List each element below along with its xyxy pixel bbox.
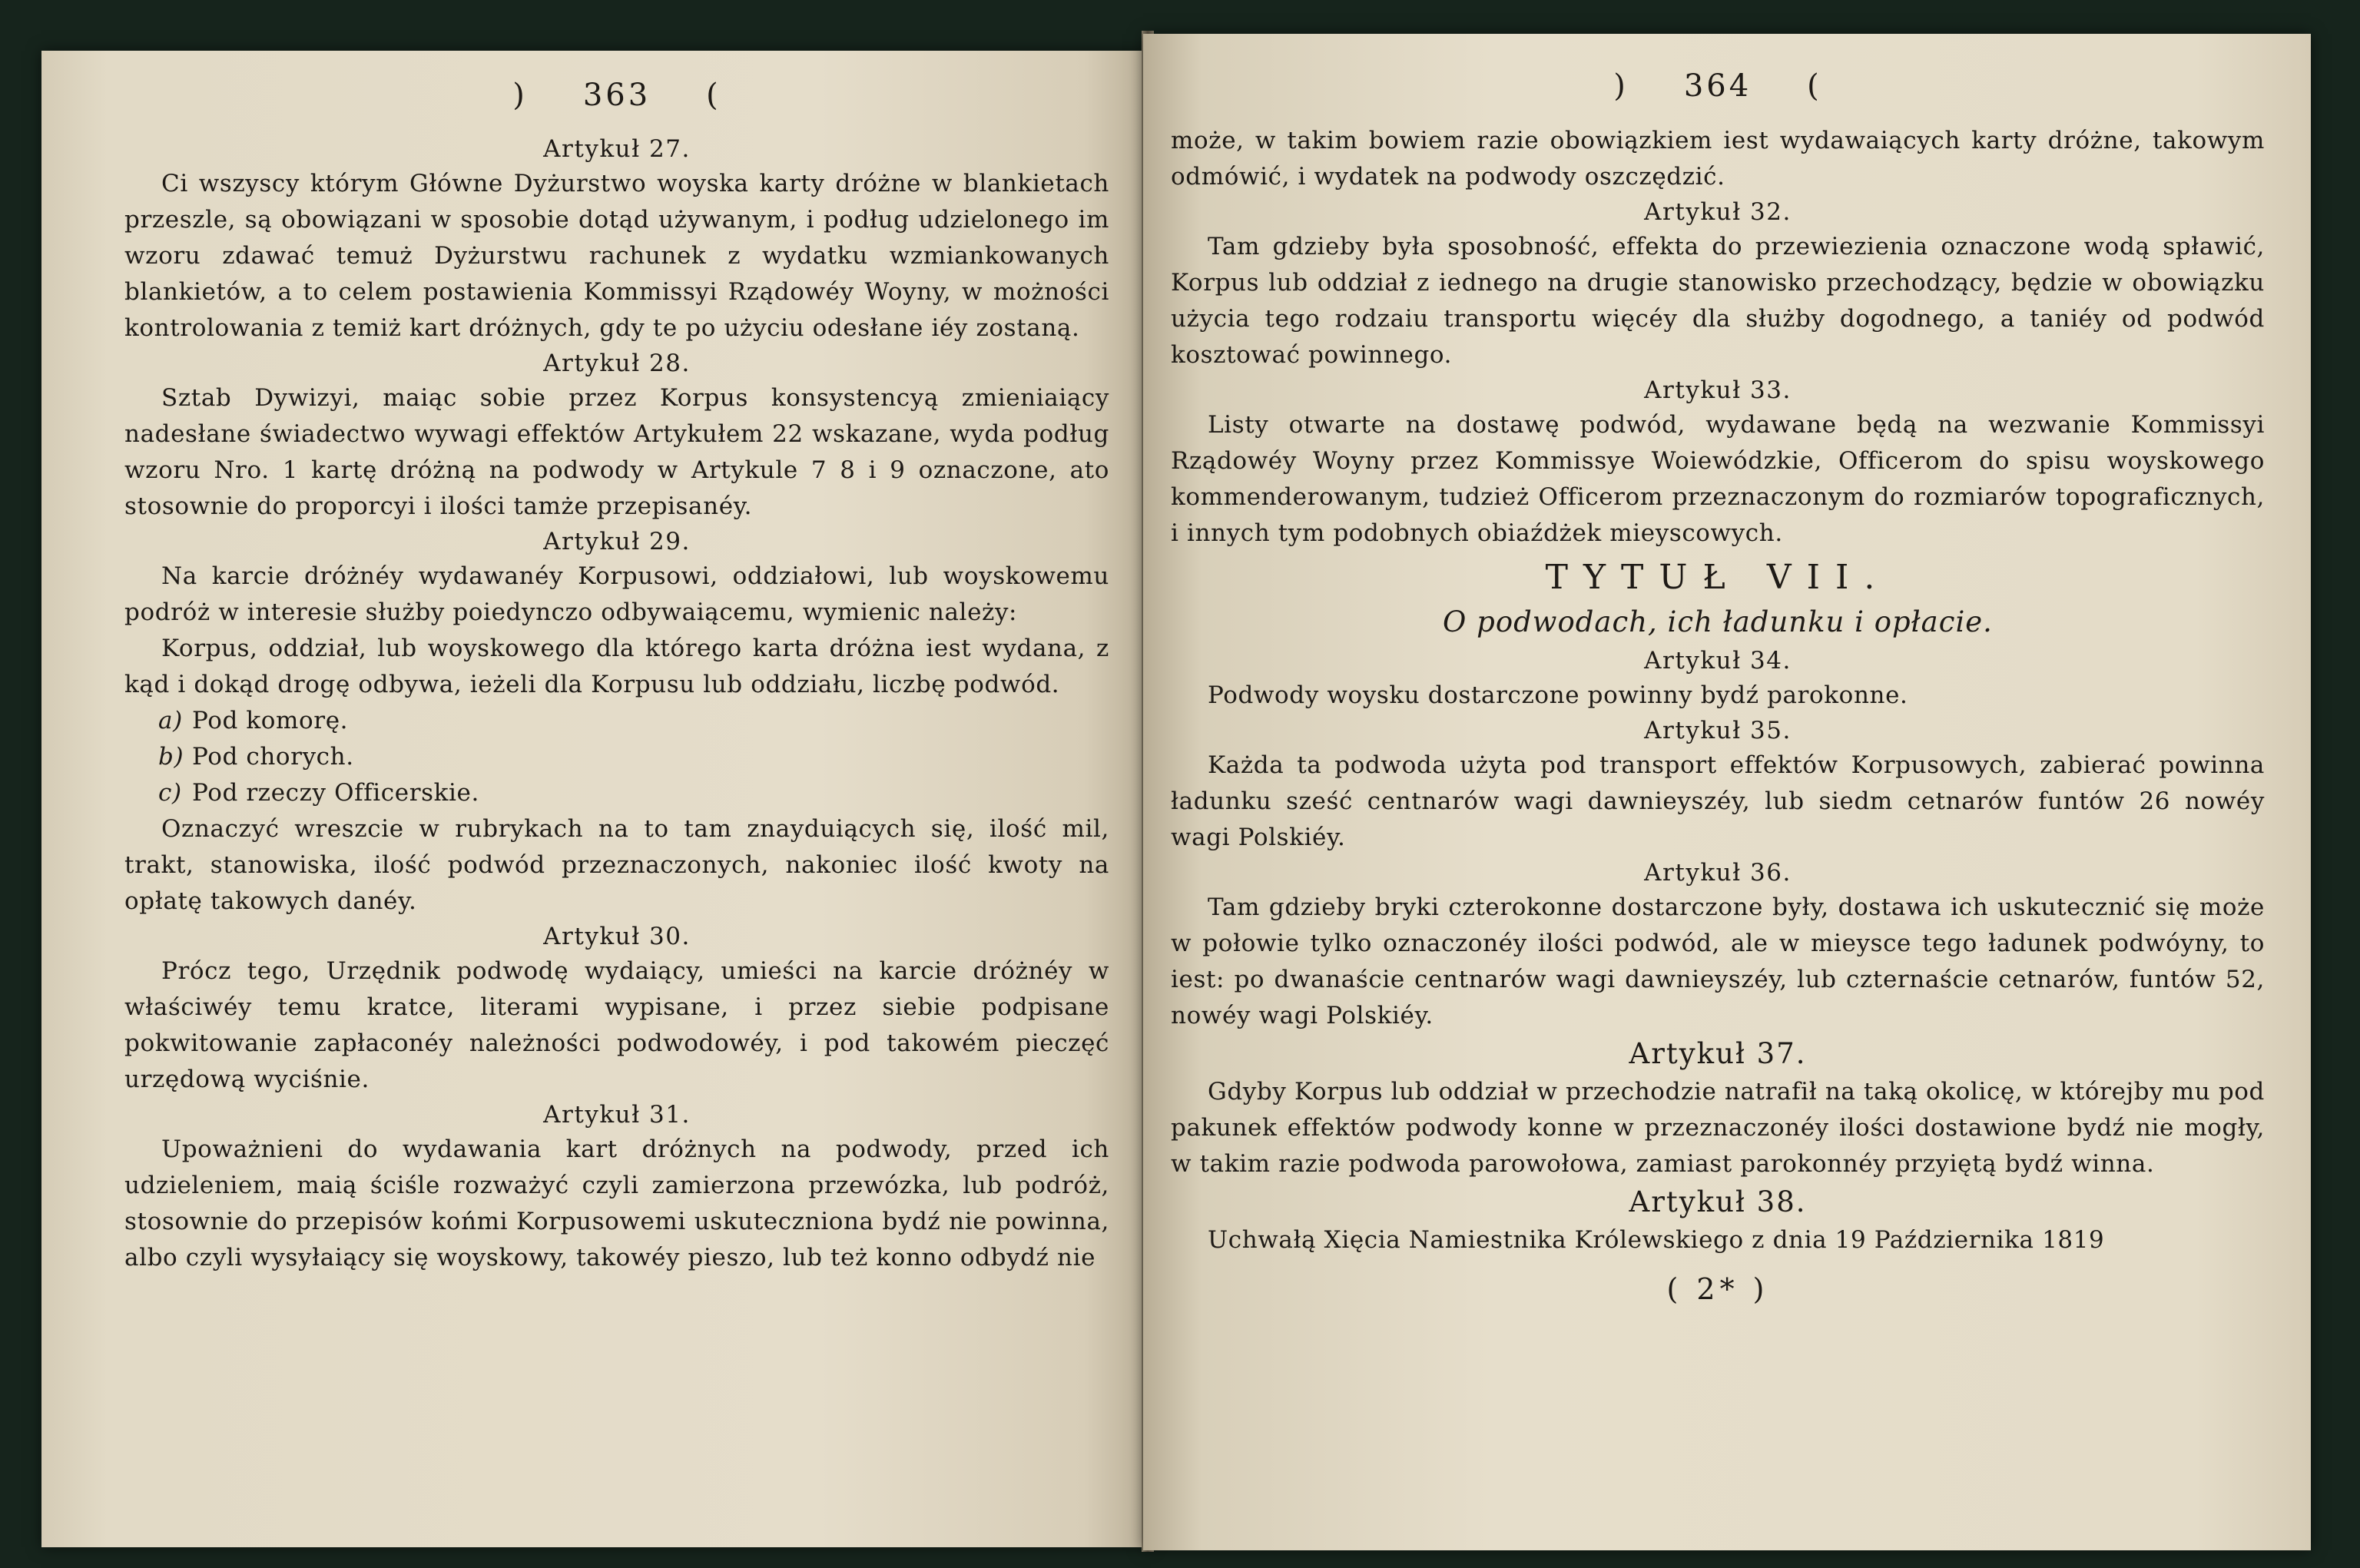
article-heading: Artykuł 34. xyxy=(1644,647,1792,675)
paragraph: Uchwałą Xięcia Namiestnika Królewskiego z dnia 19 Października 1819 xyxy=(1208,1226,2105,1254)
paragraph: Tam gdzieby bryki czterokonne dostarczone były, dostawa ich uskutecznić się może w połowie tylko oznaczonéy ilości podwód, ale w mieysce tego ładunek podwóyny, to iest: po dwanaście centnarów wagi dawnieyszéy, lub czternaście cetnarów, funtów 52, nowéy wagi Polskiéy. xyxy=(1171,893,2265,1029)
list-item-text: Pod chorych. xyxy=(192,743,354,771)
article-heading: Artykuł 28. xyxy=(543,350,691,377)
page-number-363: 363 xyxy=(582,78,651,113)
article-heading: Artykuł 33. xyxy=(1644,376,1792,404)
article-heading: Artykuł 31. xyxy=(543,1101,691,1129)
article-heading: Artykuł 38. xyxy=(1629,1185,1807,1218)
list-item-marker: b) xyxy=(158,743,184,771)
paragraph: Ci wszyscy którym Główne Dyżurstwo woyska karty dróżne w blankietach przeszle, są obowiązani w sposobie dotąd używanym, i podług udzielonego im wzoru zdawać temuż Dyżurstwu rachunek z wydatku wzmiankowanych blankietów, a to celem postawienia Kommissyi Rządowéy Woyny, w możności kontrolowania z temiż kart dróżnych, gdy te po użyciu odesłane iéy zostaną. xyxy=(124,170,1109,342)
paragraph: może, w takim bowiem razie obowiązkiem iest wydawaiących karty dróżne, takowym odmówić, i wydatek na podwody oszczędzić. xyxy=(1171,127,2265,191)
paragraph: Tam gdzieby była sposobność, effekta do przewiezienia oznaczone wodą spławić, Korpus lub oddział z iednego na drugie stanowisko przechodzący, będzie w obowiązku użycia tego rodzaiu transportu więcéy dla służby dogodnego, a taniéy od podwód kosztować powinnego. xyxy=(1171,233,2265,369)
list-item-marker: c) xyxy=(158,779,182,807)
paragraph: Upoważnieni do wydawania kart dróżnych na podwody, przed ich udzieleniem, maią ściśle rozważyć czyli zamierzona przewózka, lub podróż, stosownie do przepisów końmi Korpusowemi uskuteczniona bydź nie powinna, albo czyli wysyłaiący się woyskowy, takowéy pieszo, lub też konno odbydź nie xyxy=(124,1135,1109,1271)
paragraph: Każda ta podwoda użyta pod transport effektów Korpusowych, zabierać powinna ładunku sześć centnarów wagi dawnieyszéy, lub siedm cetnarów funtów 26 nowéy wagi Polskiéy. xyxy=(1171,751,2265,851)
list-item xyxy=(158,703,1109,739)
paragraph: Gdyby Korpus lub oddział w przechodzie natrafił na taką okolicę, w którejby mu pod pakunek effektów podwody konne w przeznaczonéy ilości dostawione bydź nie mogły, w takim razie podwoda parowołowa, zamiast parokonnéy przyiętą bydź winna. xyxy=(1171,1078,2265,1178)
right-page-body xyxy=(1171,123,2265,1312)
paragraph: Korpus, oddział, lub woyskowego dla którego karta dróżna iest wydana, z kąd i dokąd drogę odbywa, ieżeli dla Korpusu lub oddziału, liczbę podwód. xyxy=(124,635,1109,698)
list-item xyxy=(158,739,1109,775)
paragraph: Podwody woysku dostarczone powinny bydź parokonne. xyxy=(1208,681,1908,709)
article-heading: Artykuł 30. xyxy=(543,923,691,950)
paragraph: Oznaczyć wreszcie w rubrykach na to tam znayduiących się, ilość mil, trakt, stanowiska, ilość podwód przeznaczonych, nakoniec ilość kwoty na opłatę takowych danéy. xyxy=(124,815,1109,915)
article-heading: Artykuł 29. xyxy=(543,528,691,555)
signature-mark: ( 2* ) xyxy=(1666,1272,1769,1306)
left-page-body xyxy=(124,132,1109,1276)
list-item-text: Pod rzeczy Officerskie. xyxy=(192,779,479,807)
page-number-364: 364 xyxy=(1683,68,1752,104)
section-title: TYTUŁ VII. xyxy=(1545,558,1891,597)
list-item-marker: a) xyxy=(158,707,183,734)
list-item xyxy=(158,775,1109,811)
paragraph: Sztab Dywizyi, maiąc sobie przez Korpus konsystencyą zmieniaiący nadesłane świadectwo wywagi effektów Artykułem 22 wskazane, wyda podług wzoru Nro. 1 kartę dróżną na podwody w Artykule 7 8 i 9 oznaczone, ato stosownie do proporcyi i ilości tamże przepisanéy. xyxy=(124,384,1109,520)
article-heading: Artykuł 35. xyxy=(1644,717,1792,744)
article-heading: Artykuł 32. xyxy=(1644,198,1792,226)
article-heading: Artykuł 36. xyxy=(1644,859,1792,887)
paragraph: Prócz tego, Urzędnik podwodę wydaiący, umieści na karcie dróżnéy w właściwéy temu kratce, literami wypisane, i przez siebie podpisane pokwitowanie zapłaconéy należności podwodowéy, i pod takowém pieczęć urzędową wyciśnie. xyxy=(124,957,1109,1093)
left-page xyxy=(41,51,1151,1547)
section-subtitle: O podwodach, ich ładunku i opłacie. xyxy=(1443,605,1993,638)
right-page-number: ) 364 ( xyxy=(1613,68,1822,104)
right-page xyxy=(1143,34,2311,1550)
paragraph: Na karcie dróżnéy wydawanéy Korpusowi, oddziałowi, lub woyskowemu podróż w interesie służby poiedynczo odbywaiącemu, wymienic należy: xyxy=(124,562,1109,626)
list-item-text: Pod komorę. xyxy=(192,707,349,734)
article-heading: Artykuł 27. xyxy=(543,135,691,163)
article-heading: Artykuł 37. xyxy=(1629,1037,1807,1070)
paragraph: Listy otwarte na dostawę podwód, wydawane będą na wezwanie Kommissyi Rządowéy Woyny przez Kommissye Woiewódzkie, Officerom do spisu woyskowego kommenderowanym, tudzież Officerom przeznaczonym do rozmiarów topograficznych, i innych tym podobnych obiaźdżek mieyscowych. xyxy=(1171,411,2265,547)
left-page-number: ) 363 ( xyxy=(512,78,721,113)
